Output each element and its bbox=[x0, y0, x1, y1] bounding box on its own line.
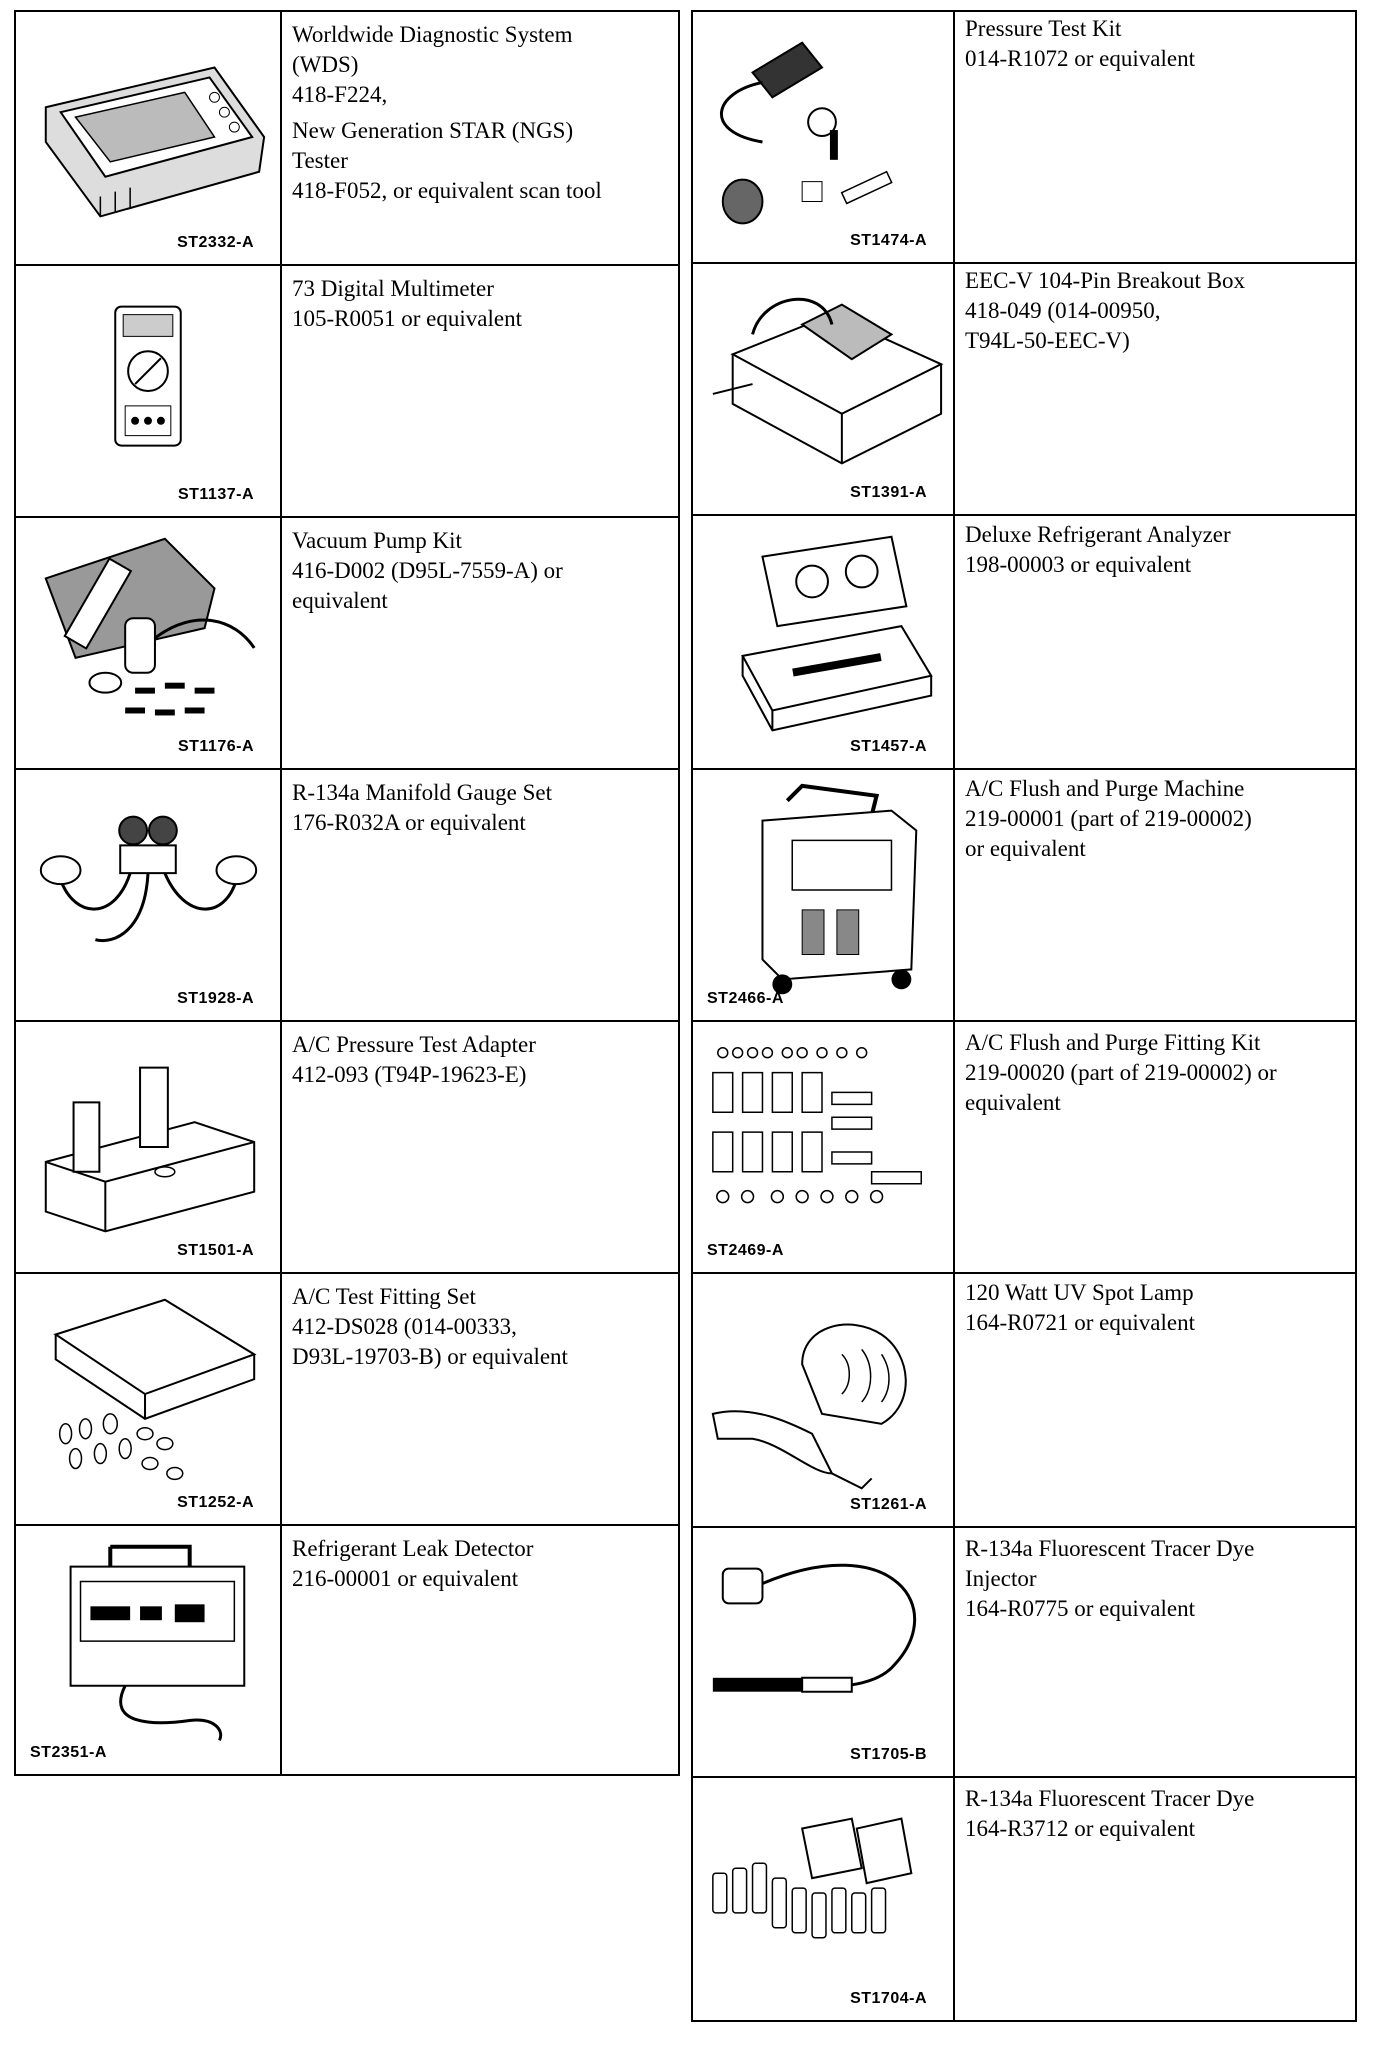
tool-name: 73 Digital Multimeter bbox=[292, 276, 494, 301]
illustration-code: ST1176-A bbox=[177, 738, 254, 755]
tool-name: Worldwide Diagnostic System bbox=[292, 22, 573, 47]
tool-row bbox=[16, 1274, 680, 1526]
tool-part-number: 014-R1072 or equivalent bbox=[965, 46, 1195, 71]
illustration-code: ST1705-B bbox=[850, 1746, 927, 1763]
tool-row bbox=[693, 1022, 1357, 1274]
tool-name: A/C Test Fitting Set bbox=[292, 1284, 476, 1309]
tool-illustration-cell bbox=[693, 1022, 955, 1272]
tool-illustration-cell bbox=[16, 1022, 282, 1272]
tool-illustration-cell bbox=[693, 516, 955, 768]
tool-description bbox=[955, 1778, 1357, 2020]
tool-name: A/C Pressure Test Adapter bbox=[292, 1032, 536, 1057]
tool-part-number: 219-00020 (part of 219-00002) or bbox=[965, 1060, 1277, 1085]
tool-illustration-cell bbox=[16, 12, 282, 264]
illustration-code: ST2351-A bbox=[30, 1744, 107, 1761]
tool-part-number: 176-R032A or equivalent bbox=[292, 810, 526, 835]
tool-name: R-134a Manifold Gauge Set bbox=[292, 780, 552, 805]
uv-spot-lamp-icon bbox=[693, 1274, 953, 1526]
tool-row bbox=[693, 516, 1357, 770]
tool-name: Refrigerant Leak Detector bbox=[292, 1536, 534, 1561]
tool-row bbox=[693, 1778, 1357, 2022]
scan-tool-icon bbox=[16, 12, 280, 264]
tool-row bbox=[693, 12, 1357, 264]
tool-description bbox=[282, 266, 680, 516]
illustration-code: ST1261-A bbox=[850, 1496, 927, 1513]
tool-description bbox=[955, 1528, 1357, 1776]
tool-name: 120 Watt UV Spot Lamp bbox=[965, 1280, 1194, 1305]
tool-description bbox=[282, 12, 680, 264]
tool-description bbox=[282, 1274, 680, 1524]
tool-part-number: 418-F224, bbox=[292, 82, 388, 107]
illustration-code: ST1391-A bbox=[850, 484, 927, 501]
tool-name: Vacuum Pump Kit bbox=[292, 528, 462, 553]
tracer-dye-bottles-icon bbox=[693, 1778, 953, 2020]
tool-row bbox=[693, 1274, 1357, 1528]
tool-row bbox=[16, 518, 680, 770]
tool-description-line: Tester bbox=[292, 148, 348, 173]
manifold-gauge-icon bbox=[16, 770, 280, 1020]
tool-part-number: 219-00001 (part of 219-00002) bbox=[965, 806, 1252, 831]
tool-description bbox=[955, 1274, 1357, 1526]
breakout-box-icon bbox=[693, 264, 953, 514]
tool-illustration-cell bbox=[693, 12, 955, 262]
tool-description bbox=[282, 1022, 680, 1272]
tool-row bbox=[693, 1528, 1357, 1778]
tool-part-number: 105-R0051 or equivalent bbox=[292, 306, 522, 331]
tool-part-number: 418-F052, or equivalent scan tool bbox=[292, 178, 602, 203]
tool-description-line: Injector bbox=[965, 1566, 1037, 1591]
tool-description bbox=[955, 12, 1357, 262]
tool-row bbox=[16, 1526, 680, 1776]
leak-detector-icon bbox=[16, 1526, 280, 1774]
tool-row bbox=[693, 264, 1357, 516]
tool-part-number: 418-049 (014-00950, bbox=[965, 298, 1161, 323]
tool-description-line: (WDS) bbox=[292, 52, 359, 77]
tool-description bbox=[955, 516, 1357, 768]
tool-part-number: 164-R0721 or equivalent bbox=[965, 1310, 1195, 1335]
tool-illustration-cell bbox=[693, 264, 955, 514]
illustration-code: ST1137-A bbox=[177, 486, 254, 503]
tool-part-number: 164-R0775 or equivalent bbox=[965, 1596, 1195, 1621]
right-tool-table bbox=[691, 10, 1357, 2022]
fitting-set-case-icon bbox=[16, 1274, 280, 1524]
tool-description-line: equivalent bbox=[965, 1090, 1061, 1115]
tool-part-number: 164-R3712 or equivalent bbox=[965, 1816, 1195, 1841]
left-tool-table bbox=[14, 10, 680, 1776]
tool-row bbox=[16, 266, 680, 518]
vacuum-pump-icon bbox=[16, 518, 280, 768]
tool-illustration-cell bbox=[16, 770, 282, 1020]
tool-name: A/C Flush and Purge Fitting Kit bbox=[965, 1030, 1261, 1055]
illustration-code: ST1928-A bbox=[177, 990, 254, 1007]
flush-fitting-kit-icon bbox=[693, 1022, 953, 1272]
tool-description-line: D93L-19703-B) or equivalent bbox=[292, 1344, 568, 1369]
tool-description-line: equivalent bbox=[292, 588, 388, 613]
tool-description bbox=[282, 518, 680, 768]
tool-illustration-cell bbox=[693, 1528, 955, 1776]
tool-illustration-cell bbox=[16, 518, 282, 768]
tool-description bbox=[955, 264, 1357, 514]
tool-part-number: 416-D002 (D95L-7559-A) or bbox=[292, 558, 563, 583]
illustration-code: ST1252-A bbox=[177, 1494, 254, 1511]
tool-description bbox=[955, 1022, 1357, 1272]
pressure-test-kit-icon bbox=[693, 12, 953, 262]
illustration-code: ST1501-A bbox=[177, 1242, 254, 1259]
tool-row bbox=[16, 12, 680, 266]
tool-illustration-cell bbox=[693, 1778, 955, 2020]
tool-description-line: T94L-50-EEC-V) bbox=[965, 328, 1130, 353]
tool-illustration-cell bbox=[16, 1274, 282, 1524]
tool-illustration-cell bbox=[16, 266, 282, 516]
tool-name: New Generation STAR (NGS) bbox=[292, 118, 574, 143]
tool-illustration-cell bbox=[693, 770, 955, 1020]
tool-description bbox=[282, 1526, 680, 1774]
tool-illustration-cell bbox=[693, 1274, 955, 1526]
tool-description bbox=[955, 770, 1357, 1020]
tool-part-number: 216-00001 or equivalent bbox=[292, 1566, 519, 1591]
tool-part-number: 198-00003 or equivalent bbox=[965, 552, 1192, 577]
tool-description-line: or equivalent bbox=[965, 836, 1086, 861]
illustration-code: ST1474-A bbox=[850, 232, 927, 249]
illustration-code: ST1457-A bbox=[850, 738, 927, 755]
tool-name: EEC-V 104-Pin Breakout Box bbox=[965, 268, 1246, 293]
tool-row bbox=[693, 770, 1357, 1022]
tool-part-number: 412-093 (T94P-19623-E) bbox=[292, 1062, 527, 1087]
tool-name: R-134a Fluorescent Tracer Dye bbox=[965, 1536, 1255, 1561]
illustration-code: ST2332-A bbox=[177, 234, 254, 251]
flush-machine-icon bbox=[693, 770, 953, 1020]
tool-name: R-134a Fluorescent Tracer Dye bbox=[965, 1786, 1255, 1811]
tool-description bbox=[282, 770, 680, 1020]
illustration-code: ST2469-A bbox=[707, 1242, 784, 1259]
tool-name: A/C Flush and Purge Machine bbox=[965, 776, 1245, 801]
tool-name: Pressure Test Kit bbox=[965, 16, 1122, 41]
tool-name: Deluxe Refrigerant Analyzer bbox=[965, 522, 1231, 547]
tool-illustration-cell bbox=[16, 1526, 282, 1774]
multimeter-icon bbox=[16, 266, 280, 516]
illustration-code: ST1704-A bbox=[850, 1990, 927, 2007]
tool-row bbox=[16, 770, 680, 1022]
tool-part-number: 412-DS028 (014-00333, bbox=[292, 1314, 517, 1339]
dye-injector-icon bbox=[693, 1528, 953, 1776]
tool-row bbox=[16, 1022, 680, 1274]
refrigerant-analyzer-icon bbox=[693, 516, 953, 768]
pressure-adapter-icon bbox=[16, 1022, 280, 1272]
illustration-code: ST2466-A bbox=[707, 990, 784, 1007]
